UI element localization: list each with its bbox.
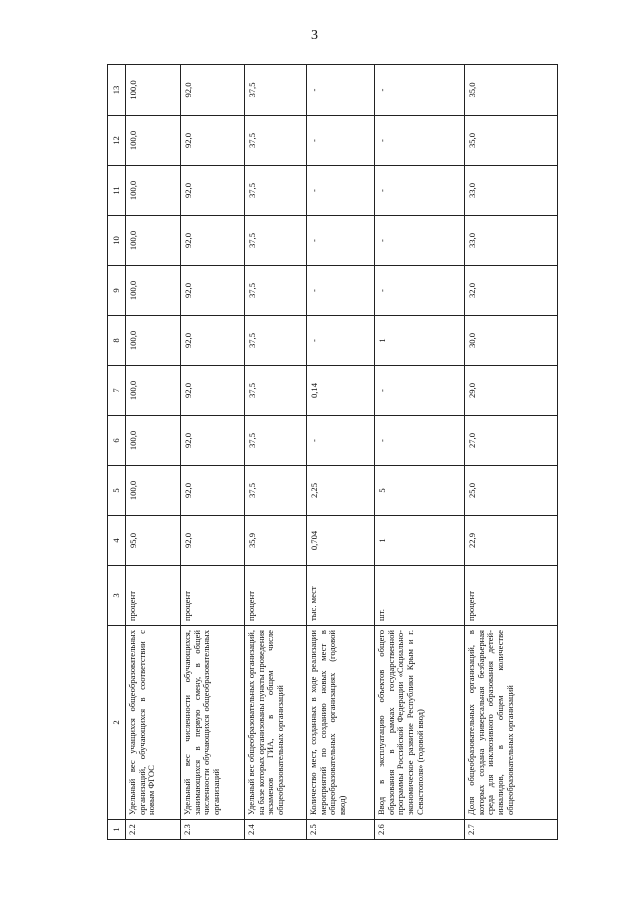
row-unit: процент [465, 566, 558, 626]
row-unit: процент [245, 566, 307, 626]
header-row [108, 65, 126, 840]
row-value: 37,5 [245, 416, 307, 466]
row-value: 30,0 [465, 316, 558, 366]
row-value: - [375, 266, 465, 316]
header-cell: 7 [108, 366, 126, 416]
row-unit: процент [126, 566, 181, 626]
row-value: 22,9 [465, 516, 558, 566]
row-value: - [307, 65, 375, 116]
row-indicator-name: Доля общеобразовательных организаций, в которых создана универсальная безбарьерная среда для инклюзивного образования детей-инвалидов, в общем количестве общеобразовательных организаций [465, 626, 558, 820]
row-value: 1 [375, 516, 465, 566]
row-value: 100,0 [126, 266, 181, 316]
row-value: 33,0 [465, 166, 558, 216]
row-value: 37,5 [245, 216, 307, 266]
header-cell: 13 [108, 65, 126, 116]
table-row [245, 65, 307, 840]
row-value: - [307, 216, 375, 266]
row-value: - [375, 216, 465, 266]
row-value: 95,0 [126, 516, 181, 566]
header-cell: 11 [108, 166, 126, 216]
row-value: 100,0 [126, 466, 181, 516]
row-value: 37,5 [245, 65, 307, 116]
row-value: 32,0 [465, 266, 558, 316]
row-unit: процент [181, 566, 245, 626]
row-value: 35,0 [465, 116, 558, 166]
row-value: - [375, 366, 465, 416]
header-cell: 4 [108, 516, 126, 566]
row-indicator-name: Количество мест, созданных в ходе реализации мероприятий по созданию новых мест в общеобразовательных организациях (годовой ввод) [307, 626, 375, 820]
row-value: 92,0 [181, 266, 245, 316]
row-value: 92,0 [181, 416, 245, 466]
row-value: 100,0 [126, 416, 181, 466]
row-value: - [307, 416, 375, 466]
row-value: 100,0 [126, 65, 181, 116]
table-row [181, 65, 245, 840]
header-cell: 12 [108, 116, 126, 166]
row-value: 35,0 [465, 65, 558, 116]
row-value: - [307, 166, 375, 216]
row-value: 100,0 [126, 216, 181, 266]
row-value: 100,0 [126, 316, 181, 366]
row-value: 100,0 [126, 116, 181, 166]
header-cell: 3 [108, 566, 126, 626]
row-value: - [375, 116, 465, 166]
row-value: 37,5 [245, 166, 307, 216]
row-value: - [307, 266, 375, 316]
header-cell: 8 [108, 316, 126, 366]
table-row [465, 65, 558, 840]
row-value: 37,5 [245, 466, 307, 516]
row-code: 2.2 [126, 820, 181, 840]
row-value: 35,9 [245, 516, 307, 566]
row-value: 37,5 [245, 116, 307, 166]
row-value: 100,0 [126, 166, 181, 216]
row-unit: тыс. мест [307, 566, 375, 626]
row-value: 92,0 [181, 166, 245, 216]
row-value: - [307, 316, 375, 366]
row-value: - [375, 416, 465, 466]
row-value: 2,25 [307, 466, 375, 516]
header-cell: 6 [108, 416, 126, 466]
row-value: 33,0 [465, 216, 558, 266]
row-value: 92,0 [181, 65, 245, 116]
table-container [107, 65, 537, 840]
row-unit: шт. [375, 566, 465, 626]
row-value: 92,0 [181, 216, 245, 266]
row-value: 37,5 [245, 316, 307, 366]
row-value: 100,0 [126, 366, 181, 416]
table-row [307, 65, 375, 840]
row-indicator-name: Удельный вес учащихся общеобразовательных организаций, обучающихся в соответствии с новым ФГОС [126, 626, 181, 820]
row-value: 92,0 [181, 116, 245, 166]
row-value: 37,5 [245, 366, 307, 416]
table-row [126, 65, 181, 840]
header-cell: 10 [108, 216, 126, 266]
row-value: 1 [375, 316, 465, 366]
header-cell: 1 [108, 820, 126, 840]
row-value: 92,0 [181, 366, 245, 416]
rotated-table-frame [107, 65, 537, 840]
row-value: 92,0 [181, 316, 245, 366]
row-code: 2.5 [307, 820, 375, 840]
row-code: 2.3 [181, 820, 245, 840]
row-indicator-name: Удельный вес общеобразовательных организаций, на базе которых организованы пункты проведения экзаменов ГИА, в общем числе общеобразовательных организаций [245, 626, 307, 820]
header-cell: 2 [108, 626, 126, 820]
row-value: 37,5 [245, 266, 307, 316]
row-indicator-name: Удельный вес численности обучающихся, занимающихся в первую смену, в общей численности обучающихся общеобразовательных организаций [181, 626, 245, 820]
row-value: 92,0 [181, 466, 245, 516]
page-number: 3 [311, 28, 318, 43]
row-value: 5 [375, 466, 465, 516]
indicators-table [107, 64, 558, 840]
row-indicator-name: Ввод в эксплуатацию объектов общего образования в рамках государственной программы Российской Федерации «Социально-экономическое развитие Республики Крым и г. Севастополя» (годовой ввод) [375, 626, 465, 820]
row-code: 2.7 [465, 820, 558, 840]
row-value: - [375, 65, 465, 116]
row-code: 2.6 [375, 820, 465, 840]
row-value: 92,0 [181, 516, 245, 566]
row-value: 27,0 [465, 416, 558, 466]
row-value: - [307, 116, 375, 166]
row-value: 25,0 [465, 466, 558, 516]
header-cell: 9 [108, 266, 126, 316]
row-value: 0,704 [307, 516, 375, 566]
header-cell: 5 [108, 466, 126, 516]
row-value: 0,14 [307, 366, 375, 416]
row-value: - [375, 166, 465, 216]
table-row [375, 65, 465, 840]
row-value: 29,0 [465, 366, 558, 416]
row-code: 2.4 [245, 820, 307, 840]
